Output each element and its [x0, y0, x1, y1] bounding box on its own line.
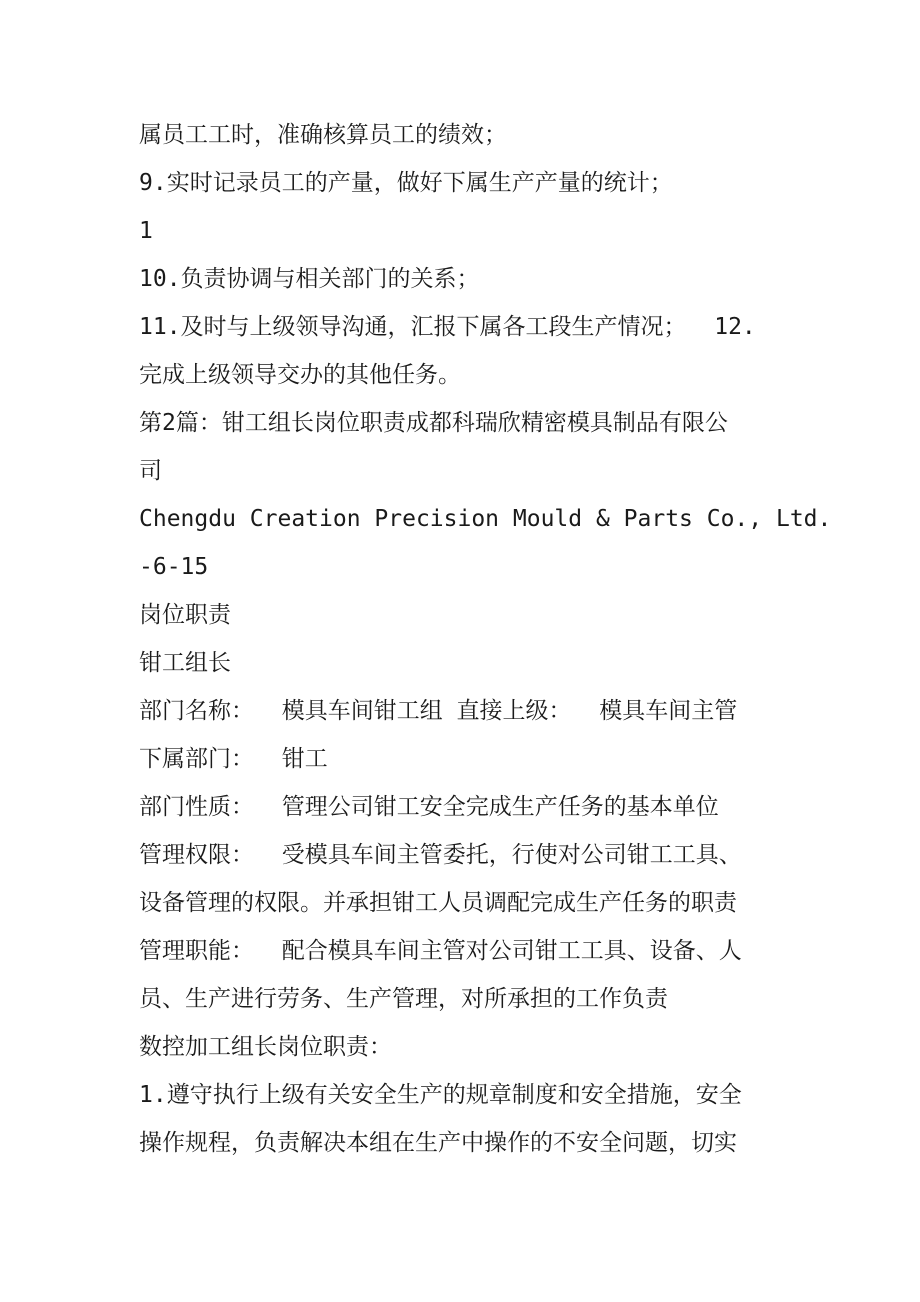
text-line: 管理职能： 配合模具车间主管对公司钳工工具、设备、人 — [139, 938, 742, 964]
text-line: 下属部门： 钳工 — [139, 746, 328, 772]
document-title: 岗位职责 — [139, 602, 231, 628]
date-text: -6-15 — [139, 554, 209, 580]
text-line: 设备管理的权限。并承担钳工人员调配完成生产任务的职责 — [139, 890, 737, 916]
text-line: 员、生产进行劳务、生产管理，对所承担的工作负责 — [139, 986, 668, 1012]
document-body — [139, 111, 832, 1167]
section-heading: 数控加工组长岗位职责： — [139, 1034, 392, 1060]
text-line: 9.实时记录员工的产量，做好下属生产产量的统计； — [139, 170, 673, 196]
text-line: 10.负责协调与相关部门的关系； — [139, 266, 480, 292]
text-line: 部门性质： 管理公司钳工安全完成生产任务的基本单位 — [139, 794, 719, 820]
text-line: 属员工工时，准确核算员工的绩效； — [139, 122, 507, 148]
text-line: 部门名称： 模具车间钳工组 直接上级： 模具车间主管 — [139, 698, 738, 724]
text-line: 操作规程，负责解决本组在生产中操作的不安全问题，切实 — [139, 1130, 737, 1156]
section-heading: 司 — [139, 458, 162, 484]
text-line: 管理权限： 受模具车间主管委托，行使对公司钳工工具、 — [139, 842, 742, 868]
company-name-english: Chengdu Creation Precision Mould & Parts Co., Ltd. — [139, 506, 832, 532]
text-line: 11.及时与上级领导沟通，汇报下属各工段生产情况； 12. — [139, 314, 756, 340]
page-number: 1 — [139, 218, 153, 244]
text-line: 完成上级领导交办的其他任务。 — [139, 362, 461, 388]
section-heading: 第2篇：钳工组长岗位职责成都科瑞欣精密模具制品有限公 — [139, 410, 728, 436]
text-line: 1.遵守执行上级有关安全生产的规章制度和安全措施，安全 — [139, 1082, 742, 1108]
position-title: 钳工组长 — [139, 650, 231, 676]
